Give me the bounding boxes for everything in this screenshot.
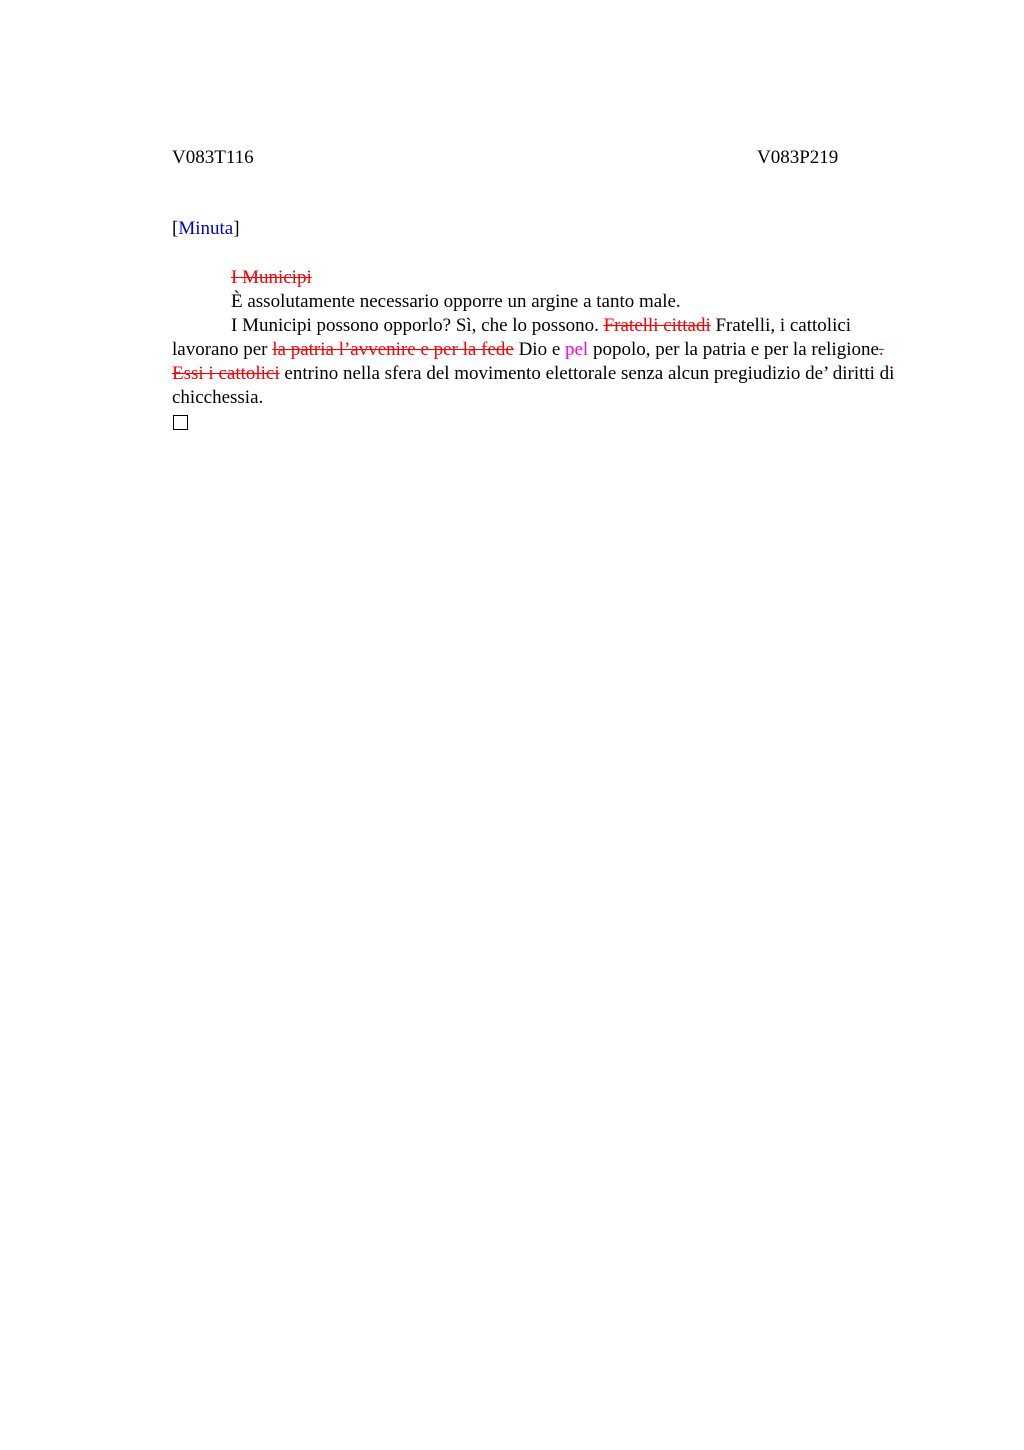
deleted-heading-paragraph xyxy=(172,266,912,290)
end-box-icon xyxy=(173,415,188,430)
end-marker-line xyxy=(172,410,912,437)
document-code-right: V083P219 xyxy=(757,147,839,168)
text-segment: Dio e xyxy=(513,339,565,360)
document-type-label: Minuta xyxy=(178,218,234,239)
text-segment: entrino nella sfera del movimento elettorale senza alcun pregiudizio de’ diritti di chicchessia. xyxy=(172,363,895,408)
document-code-left: V083T116 xyxy=(172,147,254,168)
deleted-text: la patria l’avvenire e per la fede xyxy=(272,339,514,360)
deleted-text: . Essi i cattolici xyxy=(172,339,884,384)
deleted-heading: I Municipi xyxy=(231,267,312,288)
inserted-text: pel xyxy=(565,339,589,360)
text-segment: popolo, per la patria e per la religione xyxy=(588,339,879,360)
deleted-text: Fratelli cittadi xyxy=(603,315,711,336)
paragraph-2 xyxy=(172,314,912,410)
document-body xyxy=(172,266,912,437)
text-segment: Fratelli, i cattolici lavorano per xyxy=(172,315,852,360)
open-bracket: [ xyxy=(172,218,179,239)
document-type xyxy=(172,218,240,240)
close-bracket: ] xyxy=(233,218,240,239)
text-segment: I Municipi possono opporlo? Sì, che lo possono. xyxy=(231,315,604,336)
paragraph-1: È assolutamente necessario opporre un argine a tanto male. xyxy=(231,291,681,312)
